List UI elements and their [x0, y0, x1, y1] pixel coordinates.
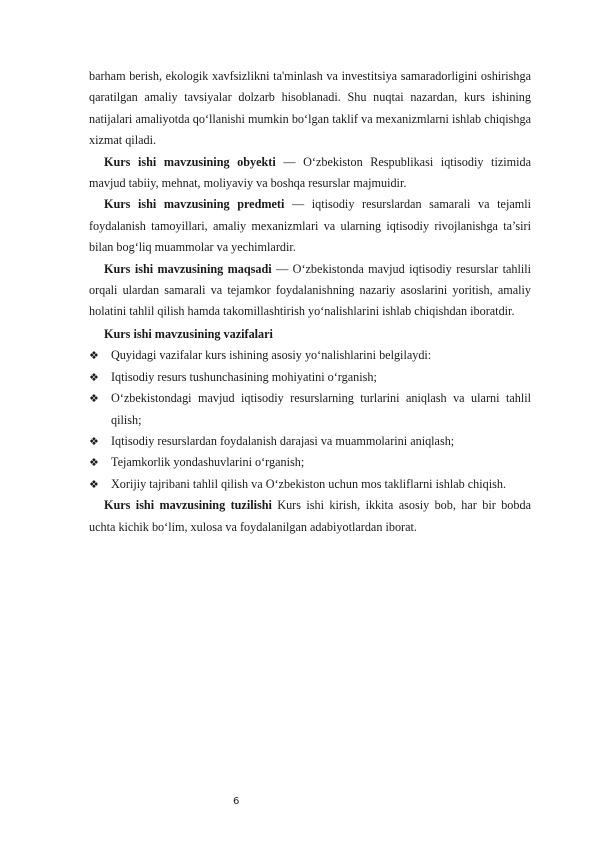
vazifalar-label: Kurs ishi mavzusining vazifalari: [104, 326, 273, 341]
tuzilishi-text: Kurs ishi kirish, ikkita asosiy bob, har bir bobda uchta kichik bo‘lim, xulosa va foydalanilgan adabiyotlardan iborat.: [89, 498, 531, 534]
vazifalar-heading: [89, 324, 531, 345]
list-item: [89, 452, 531, 473]
list-item-text: Tejamkorlik yondashuvlarini o‘rganish;: [111, 455, 305, 470]
list-item-text: Iqtisodiy resurs tushunchasining mohiyatini o‘rganish;: [111, 369, 377, 384]
list-item: [89, 345, 531, 366]
list-item: [89, 388, 531, 431]
paragraph-predmet: [89, 194, 531, 258]
list-item-text: Iqtisodiy resurslardan foydalanish darajasi va muammolarini aniqlash;: [111, 433, 455, 448]
diamond-bullet-icon: ❖: [89, 392, 99, 406]
diamond-bullet-icon: ❖: [89, 370, 99, 384]
diamond-bullet-icon: ❖: [89, 456, 99, 470]
diamond-bullet-icon: ❖: [89, 349, 99, 363]
list-item: [89, 367, 531, 388]
list-item-text: Quyidagi vazifalar kurs ishining asosiy yo‘nalishlarini belgilaydi:: [111, 348, 432, 363]
tuzilishi-label: Kurs ishi mavzusining tuzilishi: [104, 498, 272, 513]
paragraph-tuzilishi: [89, 495, 531, 538]
list-item-text: Xorijiy tajribani tahlil qilish va O‘zbekiston uchun mos takliflarni ishlab chiqish.: [111, 476, 507, 491]
paragraph-intro: barham berish, ekologik xavfsizlikni ta'minlash va investitsiya samaradorligini oshirishga qaratilgan amaliy tavsiyalar dolzarb hisoblanadi. Shu nuqtai nazardan, kurs ishining natijalari amaliyotda qo‘llanishi mumkin bo‘lgan taklif va mexanizmlarni ishlab chiqishga xizmat qiladi.: [89, 69, 531, 148]
document-page: [89, 66, 531, 538]
maqsad-label: Kurs ishi mavzusining maqsadi: [104, 261, 272, 276]
predmet-text: — iqtisodiy resurslardan samarali va tejamli foydalanish tamoyillari, amaliy mexanizmlari va ularning iqtisodiy rivojlanishga ta’siri bilan bog‘liq muammolar va yechimlardir.: [89, 197, 531, 255]
list-item: [89, 431, 531, 452]
diamond-bullet-icon: ❖: [89, 477, 99, 491]
list-item-text: O‘zbekistondagi mavjud iqtisodiy resurslarning turlarini aniqlash va ularni tahlil qilish;: [111, 391, 531, 427]
paragraph-obyekt: [89, 152, 531, 195]
diamond-bullet-icon: ❖: [89, 434, 99, 448]
list-item: [89, 474, 531, 495]
vazifalar-list: [89, 345, 531, 495]
maqsad-text: — O‘zbekistonda mavjud iqtisodiy resurslar tahlili orqali ulardan samarali va tejamkor foydalanishning nazariy asoslarini yoritish, amaliy holatini tahlil qilish hamda takomillashtirish yo‘nalishlarini ishlab chiqishdan iboratdir.: [89, 261, 531, 319]
obyekt-text: — O‘zbekiston Respublikasi iqtisodiy tizimida mavjud tabiiy, mehnat, moliyaviy va boshqa resurslar majmuidir.: [89, 154, 531, 191]
obyekt-label: Kurs ishi mavzusining obyekti: [104, 154, 276, 169]
paragraph-maqsad: [89, 259, 531, 323]
predmet-label: Kurs ishi mavzusining predmeti: [104, 197, 285, 212]
page-number: 6: [233, 796, 240, 807]
